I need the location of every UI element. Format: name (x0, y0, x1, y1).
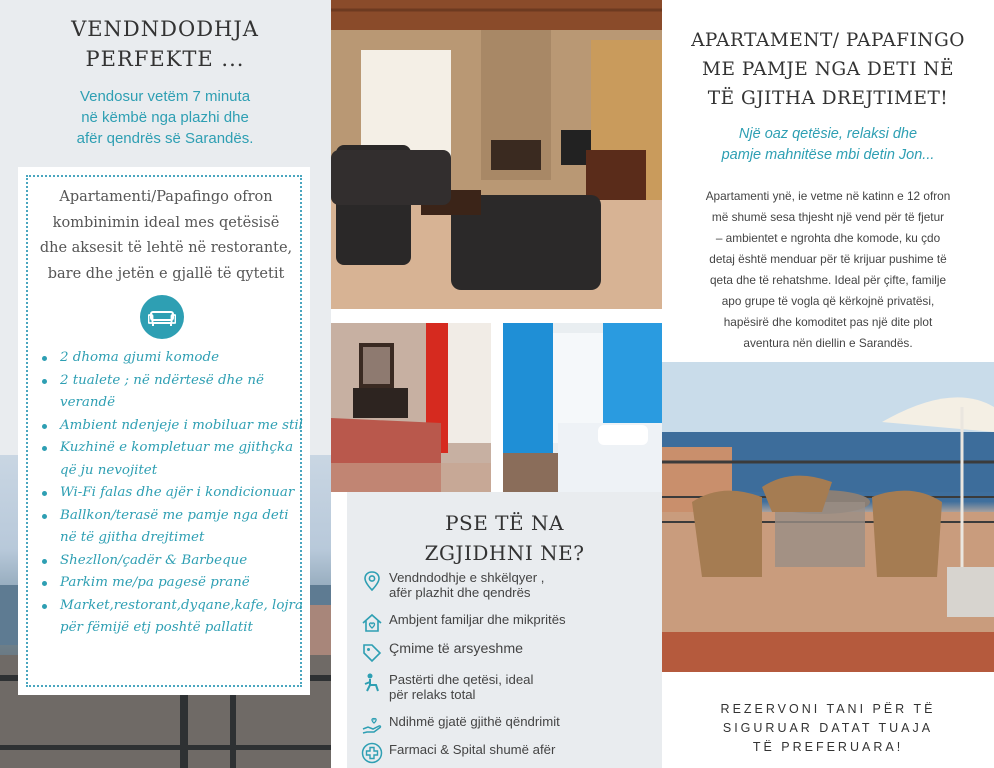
apartment-subtitle (682, 124, 974, 166)
location-pin-icon (361, 570, 383, 592)
apartment-description-panel (662, 0, 994, 362)
living-room-illustration (331, 0, 662, 309)
apartment-subtitle-line: pamje mahnitëse mbi detin Jon... (721, 147, 935, 163)
amenity-item: 2 tualete ; në ndërtesë dhe në verandë (38, 370, 308, 415)
why-item (361, 642, 523, 664)
medical-cross-icon (361, 742, 383, 764)
bedroom-photo-1 (331, 323, 491, 492)
home-heart-icon (361, 612, 383, 634)
why-item-text: Vendndodhje e shkëlqyer , (389, 570, 545, 585)
location-title (20, 14, 310, 74)
location-subtitle-line: Vendosur vetëm 7 minuta (79, 88, 251, 105)
amenity-item: Wi-Fi falas dhe ajër i kondicionuar (38, 482, 308, 505)
booking-cta-line: SIGURUAR DATAT TUAJA (722, 721, 934, 735)
why-title-line: PSE TË NA (445, 511, 564, 535)
location-subtitle-line: afër qendrës së Sarandës. (76, 130, 254, 147)
apartment-description (680, 186, 976, 354)
apartment-subtitle-line: Një oaz qetësie, relaksi dhe (738, 126, 918, 142)
card-intro-text (32, 185, 300, 287)
description-line: më shumë sesa thjesht një vend për të fjetur (711, 210, 945, 224)
relax-person-icon (361, 672, 383, 694)
bedroom-illustration (331, 323, 491, 492)
apartment-title-line: TË GJITHA DREJTIMET! (707, 88, 949, 109)
why-item-text: Ndihmë gjatë gjithë qëndrimit (389, 714, 560, 729)
amenity-item: Market,restorant,dyqane,kafe, lojra për fëmijë etj poshtë pallatit (38, 595, 308, 640)
why-choose-us-panel (347, 492, 662, 768)
description-line: detaj është menduar për të krijuar pushime të (709, 252, 947, 266)
helping-hand-icon (361, 714, 383, 736)
location-title-line: PERFEKTE ... (85, 47, 245, 71)
amenity-item: Parkim me/pa pagesë pranë (38, 572, 308, 595)
description-line: apo grupe të vogla që kërkojnë privatësi, (721, 294, 935, 308)
card-intro-line: dhe aksesit të lehtë në restorante, (39, 240, 293, 256)
railing-bar (0, 745, 331, 750)
description-line: hapësirë dhe komoditet pas një dite plot (723, 315, 933, 329)
booking-cta-panel (662, 672, 994, 768)
living-room-photo (331, 0, 662, 309)
why-title (347, 508, 662, 568)
why-item (361, 672, 533, 702)
booking-cta-text (682, 700, 974, 757)
description-line: Apartamenti ynë, ie vetme në katinn e 12 ofron (705, 189, 951, 203)
apartment-title-line: ME PAMJE NGA DETI NË (702, 59, 954, 80)
sofa-icon (140, 295, 184, 339)
why-item (361, 570, 544, 600)
description-line: aventura nën diellin e Sarandës. (743, 336, 913, 350)
description-line: – ambientet e ngrohta dhe komode, ku çdo (715, 231, 941, 245)
amenities-card-border (26, 175, 302, 687)
why-item (361, 612, 566, 634)
amenity-item: Ballkon/terasë me pamje nga deti në të gjitha drejtimet (38, 505, 308, 550)
booking-cta-line: TË PREFERUARA! (752, 740, 904, 754)
why-item-text: Pastërti dhe qetësi, ideal (389, 672, 534, 687)
amenity-item: Shezllon/çadër & Barbeque (38, 550, 308, 573)
terrace-illustration (662, 362, 994, 672)
spacer (331, 309, 662, 323)
why-item (361, 714, 560, 736)
bedroom-illustration (503, 323, 662, 492)
card-intro-line: kombinimin ideal mes qetësisë (52, 214, 280, 231)
amenity-item: Kuzhinë e kompletuar me gjithçka që ju nevojitet (38, 437, 308, 482)
why-item (361, 742, 555, 764)
card-intro-line: Apartamenti/Papafingo ofron (59, 189, 273, 205)
why-item-text: për relaks total (389, 687, 476, 702)
amenity-item: Ambient ndenjeje i mobiluar me stil (38, 415, 308, 438)
why-item-text: Ambjent familjar dhe mikpritës (389, 612, 566, 627)
why-title-line: ZGJIDHNI NE? (424, 541, 585, 565)
amenities-list (38, 347, 308, 640)
spacer (491, 323, 503, 492)
apartment-title (676, 26, 980, 113)
why-item-text: afër plazhit dhe qendrës (389, 585, 531, 600)
location-title-line: VENDNDODHJA (71, 17, 259, 41)
description-line: qeta dhe të rehatshme. Ideal për çifte, familje (709, 273, 947, 287)
amenities-card (18, 167, 310, 695)
why-item-text: Farmaci & Spital shumë afër (389, 742, 556, 757)
location-subtitle-line: në këmbë nga plazhi dhe (81, 109, 249, 126)
why-item-text: Çmime të arsyeshme (389, 641, 524, 657)
location-subtitle (40, 86, 290, 149)
price-tag-icon (361, 642, 383, 664)
amenity-item: 2 dhoma gjumi komode (38, 347, 308, 370)
terrace-photo (662, 362, 994, 672)
apartment-title-line: APARTAMENT/ PAPAFINGO (691, 30, 965, 51)
card-intro-line: bare dhe jetën e gjallë të qytetit (47, 265, 285, 282)
booking-cta-line: REZERVONI TANI PËR TË (720, 702, 936, 716)
bedroom-photo-2 (503, 323, 662, 492)
